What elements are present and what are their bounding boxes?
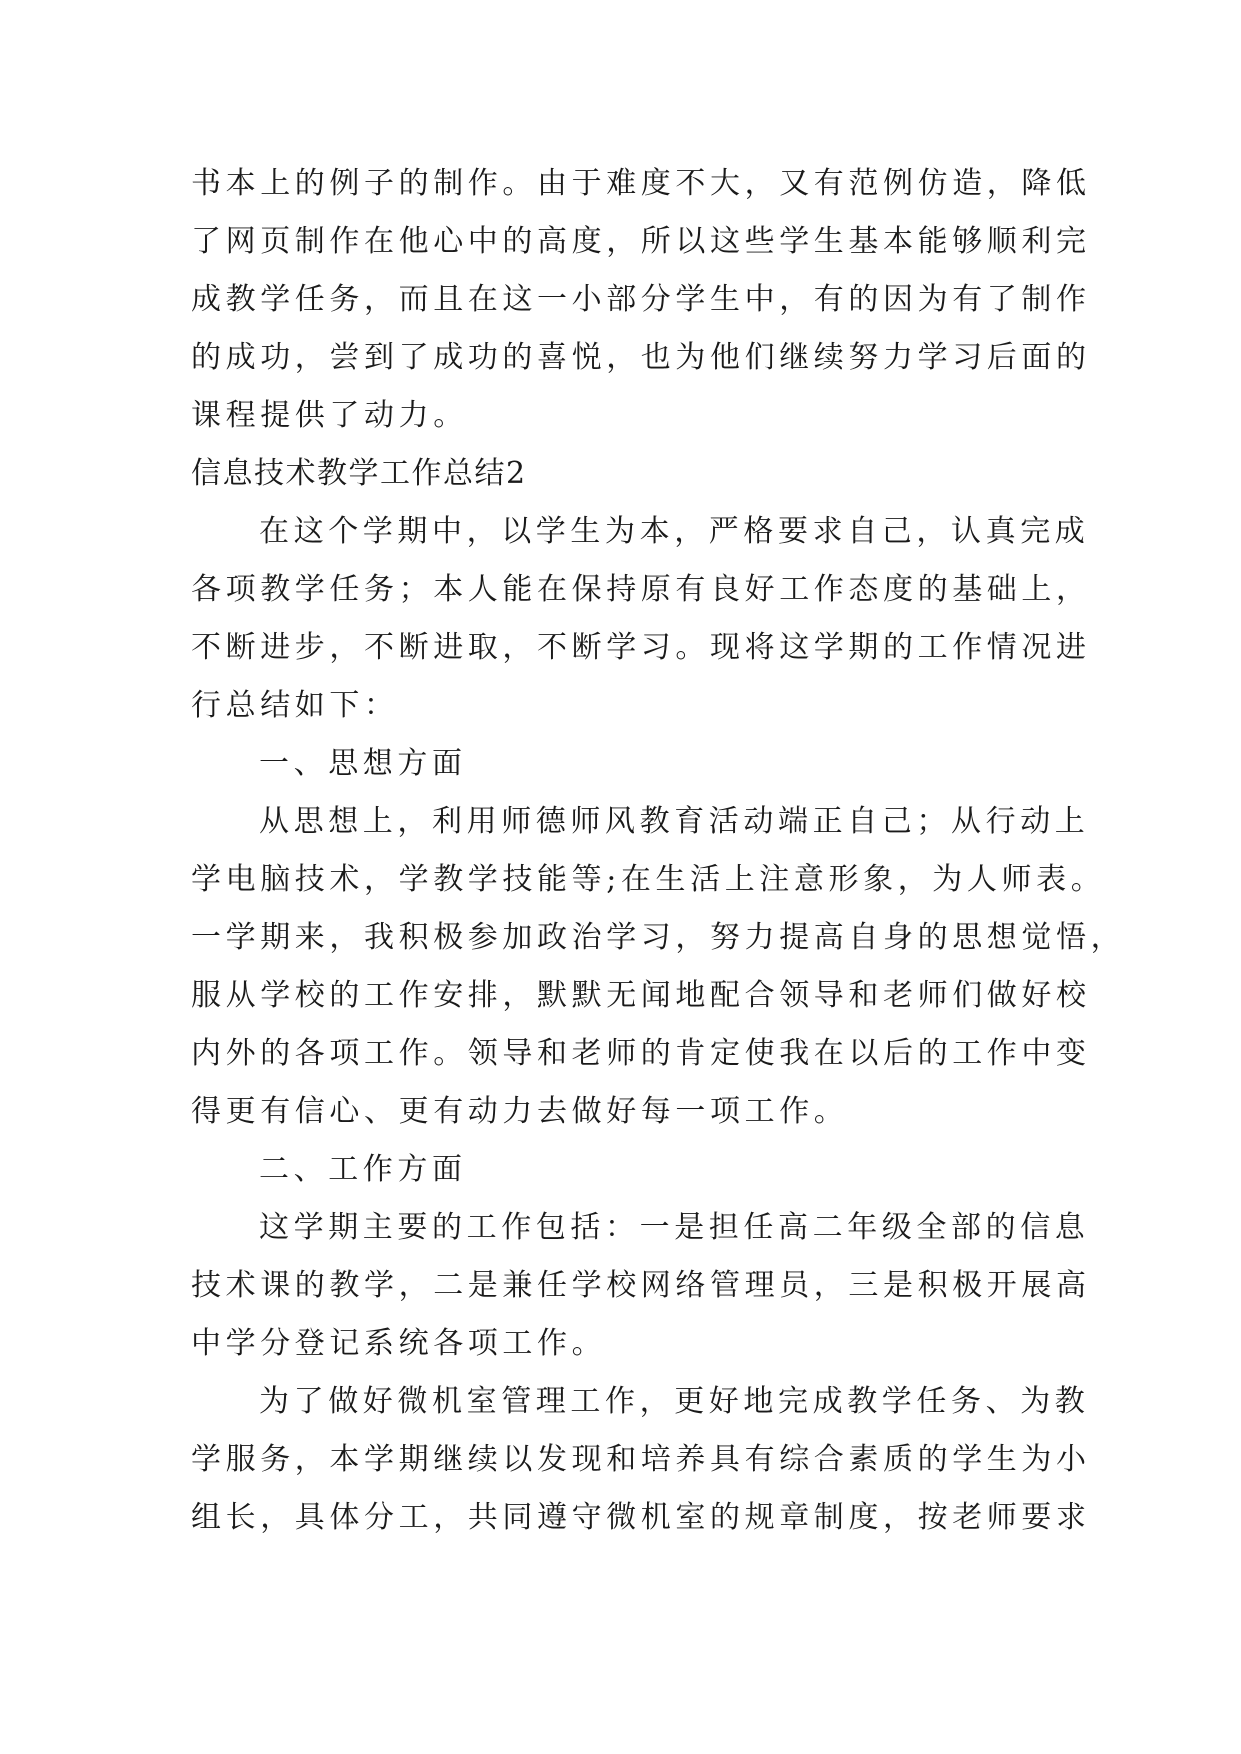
text-line: 成教学任务，而且在这一小部分学生中，有的因为有了制作 bbox=[191, 282, 1091, 317]
text-line: 从思想上，利用师德师风教育活动端正自己；从行动上 bbox=[259, 804, 1090, 839]
text-line: 了网页制作在他心中的高度，所以这些学生基本能够顺利完 bbox=[191, 224, 1091, 259]
text-line: 在这个学期中，以学生为本，严格要求自己，认真完成 bbox=[259, 514, 1090, 549]
text-line: 为了做好微机室管理工作，更好地完成教学任务、为教 bbox=[259, 1384, 1090, 1419]
text-line: 得更有信心、更有动力去做好每一项工作。 bbox=[191, 1094, 849, 1129]
text-line: 中学分登记系统各项工作。 bbox=[191, 1326, 607, 1361]
text-line: 书本上的例子的制作。由于难度不大，又有范例仿造，降低 bbox=[191, 166, 1091, 201]
text-line: 不断进步，不断进取，不断学习。现将这学期的工作情况进 bbox=[191, 630, 1091, 665]
text-line: 技术课的教学，二是兼任学校网络管理员，三是积极开展高 bbox=[191, 1268, 1091, 1303]
text-line: 服从学校的工作安排，默默无闻地配合领导和老师们做好校 bbox=[191, 978, 1091, 1013]
subheading: 二、工作方面 bbox=[259, 1152, 467, 1187]
text-line: 内外的各项工作。领导和老师的肯定使我在以后的工作中变 bbox=[191, 1036, 1091, 1071]
text-line: 各项教学任务；本人能在保持原有良好工作态度的基础上， bbox=[191, 572, 1091, 607]
subheading: 一、思想方面 bbox=[259, 746, 467, 781]
text-line: 一学期来，我积极参加政治学习，努力提高自身的思想觉悟， bbox=[191, 920, 1126, 955]
text-line: 组长，具体分工，共同遵守微机室的规章制度，按老师要求 bbox=[191, 1500, 1091, 1535]
text-line: 学电脑技术，学教学技能等;在生活上注意形象，为人师表。 bbox=[191, 862, 1106, 897]
section-title: 信息技术教学工作总结2 bbox=[191, 456, 527, 491]
text-line: 学服务，本学期继续以发现和培养具有综合素质的学生为小 bbox=[191, 1442, 1091, 1477]
text-line: 行总结如下： bbox=[191, 688, 399, 723]
text-line: 课程提供了动力。 bbox=[191, 398, 468, 433]
text-line: 的成功，尝到了成功的喜悦，也为他们继续努力学习后面的 bbox=[191, 340, 1091, 375]
document-body bbox=[191, 155, 1126, 1547]
text-line: 这学期主要的工作包括：一是担任高二年级全部的信息 bbox=[259, 1210, 1090, 1245]
